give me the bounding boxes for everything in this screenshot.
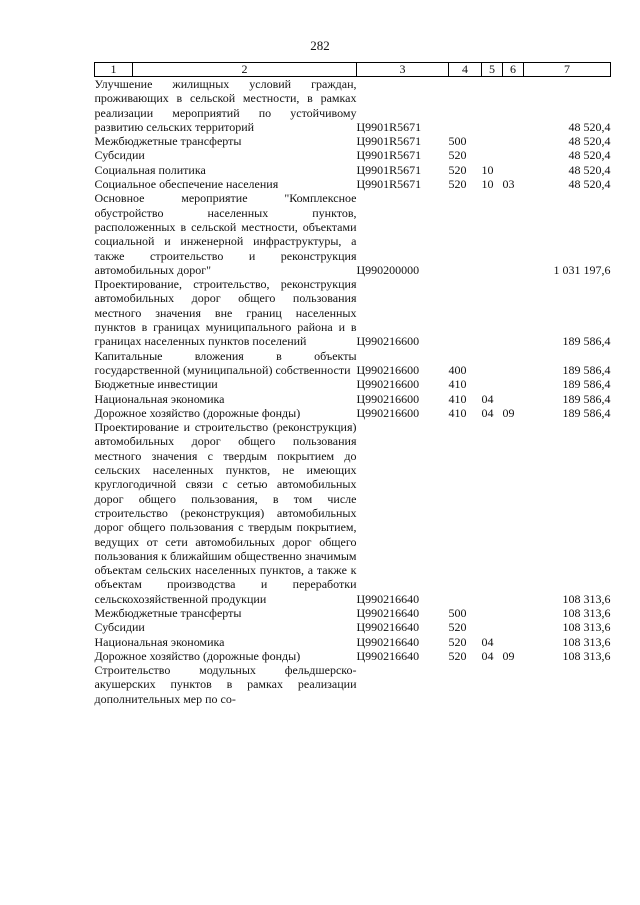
subsection-cell: [503, 620, 524, 634]
item-name-cell: Межбюджетные трансферты: [94, 134, 242, 149]
item-name-cell: Национальная экономика: [94, 391, 225, 406]
expense-type-cell: 500: [448, 134, 467, 149]
section-cell: 10: [481, 162, 494, 177]
target-code-cell: Ц9901R5671: [356, 134, 422, 149]
expense-type-cell: [449, 191, 482, 277]
amount-cell: 108 313,6: [562, 591, 611, 606]
expense-type-cell: 520: [448, 620, 467, 635]
expense-type-cell: 410: [448, 377, 467, 392]
target-code-cell: Ц990216600: [356, 377, 420, 392]
expense-type-cell: [449, 420, 482, 606]
table-row: [95, 349, 611, 378]
amount-cell: 108 313,6: [562, 605, 611, 620]
expense-type-cell: [449, 277, 482, 348]
header-row: [95, 63, 611, 77]
column-header: 7: [524, 63, 611, 77]
budget-table: [94, 62, 611, 706]
table-row: [95, 649, 611, 663]
target-code-cell: Ц990216640: [356, 591, 420, 606]
amount-cell: 48 520,4: [568, 134, 611, 149]
table-body: [95, 77, 611, 707]
amount-cell: 48 520,4: [568, 148, 611, 163]
item-name-cell: Улучшение жилищных условий граждан, проживающих в сельской местности, в рамках реализации мероприятий по устойчивому развитию сельских территорий: [94, 77, 357, 134]
table-row: [95, 277, 611, 348]
table-row: [95, 377, 611, 391]
target-code-cell: Ц990216600: [356, 391, 420, 406]
table-row: [95, 606, 611, 620]
subsection-cell: 09: [502, 648, 515, 663]
expense-type-cell: 410: [448, 391, 467, 406]
target-code-cell: Ц9901R5671: [356, 119, 422, 134]
amount-cell: 1 031 197,6: [553, 262, 611, 277]
section-cell: [482, 148, 503, 162]
amount-cell: 48 520,4: [568, 177, 611, 192]
subsection-cell: [503, 277, 524, 348]
item-name-cell: Основное мероприятие "Комплексное обустройство населенных пунктов, расположенных в сельской местности, объектами социальной и инженерной инфраструктуры, а также строительство и реконструкция автомобильных дорог": [94, 191, 357, 277]
target-code-cell: Ц990216640: [356, 634, 420, 649]
column-header: 6: [503, 63, 524, 77]
amount-cell: 189 586,4: [562, 391, 611, 406]
subsection-cell: [503, 191, 524, 277]
target-code-cell: Ц9901R5671: [356, 148, 422, 163]
item-name-cell: Проектирование, строительство, реконструкция автомобильных дорог общего пользования местного значения вне границ населенных пунктов в границах муниципального района и в границах населенных пунктов поселений: [94, 277, 357, 349]
item-name-cell: Строительство модульных фельдшерско-акушерских пунктов в рамках реализации дополнительных мер по со-: [94, 663, 357, 706]
target-code-cell: Ц990216600: [356, 362, 420, 377]
table-row: [95, 620, 611, 634]
column-header: 5: [482, 63, 503, 77]
column-header: 1: [95, 63, 133, 77]
table-row: [95, 177, 611, 191]
subsection-cell: [503, 134, 524, 148]
subsection-cell: [503, 163, 524, 177]
section-cell: 04: [481, 391, 494, 406]
amount-cell: 108 313,6: [562, 634, 611, 649]
item-name-cell: Проектирование и строительство (реконструкция) автомобильных дорог общего пользования местного значения с твердым покрытием до сельских населенных пунктов, не имеющих круглогодичной связи с сетью автомобильных дорог общего пользования, в том числе строительство (реконструкция) автомобильных дорог общего пользования с твердым покрытием, ведущих от сети автомобильных дорог общего пользования к ближайшим общественно значимым объектам сельских населенных пунктов, а также к объектам производства и переработки сельскохозяйственной продукции: [94, 420, 357, 606]
amount-cell: 189 586,4: [562, 377, 611, 392]
column-header: 4: [449, 63, 482, 77]
table-row: [95, 77, 611, 135]
table-row: [95, 406, 611, 420]
expense-type-cell: 400: [448, 362, 467, 377]
section-cell: [482, 606, 503, 620]
table-row: [95, 134, 611, 148]
section-cell: [482, 77, 503, 135]
target-code-cell: Ц990216600: [356, 334, 420, 349]
target-code-cell: Ц990216640: [356, 605, 420, 620]
expense-type-cell: [449, 663, 482, 706]
item-name-cell: Субсидии: [94, 148, 145, 163]
section-cell: [482, 277, 503, 348]
section-cell: [482, 420, 503, 606]
section-cell: 04: [481, 648, 494, 663]
section-cell: [482, 377, 503, 391]
expense-type-cell: 520: [448, 634, 467, 649]
subsection-cell: [503, 420, 524, 606]
table-row: [95, 191, 611, 277]
expense-type-cell: 520: [448, 648, 467, 663]
amount-cell: 108 313,6: [562, 648, 611, 663]
amount-cell: 108 313,6: [562, 620, 611, 635]
table-row: [95, 663, 611, 706]
page-number: 282: [310, 38, 330, 53]
expense-type-cell: [449, 77, 482, 135]
column-header: 2: [133, 63, 357, 77]
table-row: [95, 163, 611, 177]
amount-cell: 48 520,4: [568, 119, 611, 134]
item-name-cell: Бюджетные инвестиции: [94, 377, 218, 392]
amount-cell: 189 586,4: [562, 362, 611, 377]
item-name-cell: Социальное обеспечение населения: [94, 177, 279, 192]
subsection-cell: [503, 663, 524, 706]
item-name-cell: Межбюджетные трансферты: [94, 605, 242, 620]
section-cell: 04: [481, 405, 494, 420]
target-code-cell: Ц9901R5671: [356, 177, 422, 192]
target-code-cell: Ц990216640: [356, 620, 420, 635]
subsection-cell: 03: [502, 177, 515, 192]
amount-cell: 189 586,4: [562, 334, 611, 349]
section-cell: [482, 134, 503, 148]
subsection-cell: [503, 635, 524, 649]
subsection-cell: [503, 349, 524, 378]
table-row: [95, 635, 611, 649]
expense-type-cell: 520: [448, 148, 467, 163]
section-cell: [482, 191, 503, 277]
column-header: 3: [357, 63, 449, 77]
item-name-cell: Национальная экономика: [94, 634, 225, 649]
section-cell: [482, 663, 503, 706]
section-cell: [482, 620, 503, 634]
section-cell: 10: [481, 177, 494, 192]
table-row: [95, 420, 611, 606]
amount-cell: [524, 663, 611, 706]
item-name-cell: Дорожное хозяйство (дорожные фонды): [94, 405, 301, 420]
expense-type-cell: 520: [448, 162, 467, 177]
amount-cell: 48 520,4: [568, 162, 611, 177]
amount-cell: 189 586,4: [562, 405, 611, 420]
table-row: [95, 148, 611, 162]
target-code-cell: Ц9901R5671: [356, 162, 422, 177]
target-code-cell: Ц990200000: [356, 262, 420, 277]
section-cell: [482, 349, 503, 378]
item-name-cell: Субсидии: [94, 620, 145, 635]
target-code-cell: Ц990216600: [356, 405, 420, 420]
target-code-cell: [357, 663, 449, 706]
subsection-cell: 09: [502, 405, 515, 420]
subsection-cell: [503, 377, 524, 391]
section-cell: 04: [481, 634, 494, 649]
item-name-cell: Дорожное хозяйство (дорожные фонды): [94, 648, 301, 663]
item-name-cell: Социальная политика: [94, 162, 206, 177]
subsection-cell: [503, 606, 524, 620]
item-name-cell: Капитальные вложения в объекты государственной (муниципальной) собственности: [94, 348, 357, 377]
target-code-cell: Ц990216640: [356, 648, 420, 663]
subsection-cell: [503, 148, 524, 162]
subsection-cell: [503, 392, 524, 406]
expense-type-cell: 520: [448, 177, 467, 192]
table-row: [95, 392, 611, 406]
expense-type-cell: 410: [448, 405, 467, 420]
expense-type-cell: 500: [448, 605, 467, 620]
table-header: [95, 63, 611, 77]
subsection-cell: [503, 77, 524, 135]
